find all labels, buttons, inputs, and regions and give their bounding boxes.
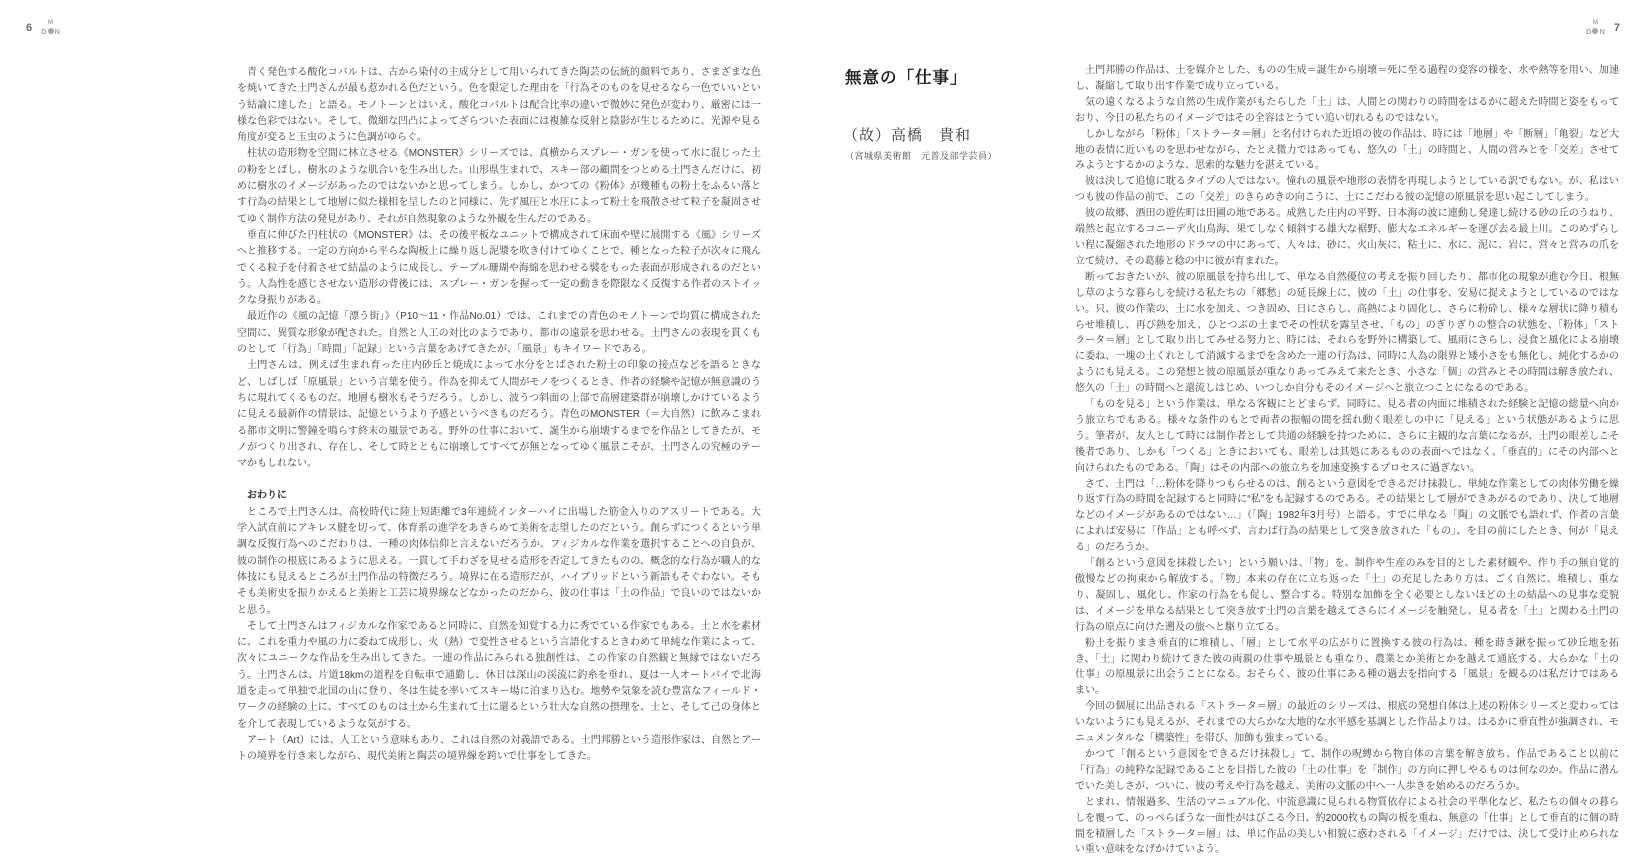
logo-letter-n: N	[54, 26, 60, 36]
logo-letter-d: D	[1586, 26, 1592, 36]
paragraph: 「ものを見る」という作業は、単なる客観にとどまらず、同時に、見る者の内面に堆積された経験と記憶の総量へ向かう旅立ちでもある。様々な条件のもとで両者の振幅の間を揺れ動く眼差しの中に「見える」という状態があるように思う。筆者が、友人として時には制作者として共通の経験を持つために、さらに主観的な言葉になるが、土門の眼差しこそ後者であり、しかも「つくる」ときにおいても、眼差しは其処にあるものの表面へではなく、「垂直的」にその内部へと向けられたものである。「陶」はその内部への旅立ちを加速変換するプロセスに過ぎない。	[1075, 399, 1619, 474]
logo-dot-icon	[48, 28, 54, 34]
page-header-left	[26, 20, 60, 35]
essay-title: 無意の「仕事」	[845, 69, 968, 87]
paragraph: 最近作の《風の記憶「漂う街」》（P10〜11・作品No.01）では、これまでの青色のモノトーンで均質に構成された空間に、異質な形象が配された。自然と人工の対比のようであり、都市の遠景を思わせる。土門さんの表現を貫くものとして「行為」「時間」「記録」という言葉をあげてきたが、「風景」もキイワードである。	[237, 311, 761, 356]
paragraph: かつて「創るという意図をできるだけ抹殺し」て、制作の呪縛から物自体の言葉を解き放ち、作品であること以前に「行為」の純粋な記録であることを目指した彼の「土の仕事」を「制作」の方向に押しやるものは何なのか。作品に潜んでいた美しさが、ついに、彼の考えや行為を越え、美術の文脈の中へ一人歩きを始めるのだろうか。	[1075, 748, 1619, 792]
paragraph: 垂直に伸びた円柱状の《MONSTER》は、その後平板なユニットで構成されて床面や壁に展開する《風》シリーズへと推移する。一定の方向から平らな陶板上に繰り返し泥漿を吹き付けてゆくことで、種となった粒子が次々に飛んでくる粒子を付着させて結晶のように成長し、テーブル珊瑚や海綿を思わせる襞をもった表面が形成されるのだという。人為性を感じさせない造形の背後には、スプレー・ガンを握って一定の動きを際限なく反復する作者のストイックな身振りがある。	[237, 229, 761, 307]
left-page-essay-body	[237, 65, 761, 765]
page-number-left: 6	[26, 21, 33, 34]
paragraph: 土門さんは、例えば生まれ育った庄内砂丘と焼成によって水分をとばされた粉土の印象の接点などを語るときなど、しばしば「原風景」という言葉を使う。作為を抑えて人間がモノをつくるとき、作者の経験や記憶が無意識のうちに現れてくるものだ。地層も樹氷もそうだろう。しかし、波うつ斜面の上部で高層建築群が崩壊しかけているように見える最新作の情景は、記憶というより予感というべきものだろう。青色のMONSTER（＝大自然）に飲みこまれる都市文明に警鐘を鳴らす終末の風景である。野外の仕事において、誕生から崩壊するまでを作品としてきたが、モノがつくり出され、存在し、そして時とともに崩壊してすべてが無となってゆく風景こそが、土門さんの究極のテーマかもしれない。	[237, 360, 761, 470]
right-page-essay-body	[1075, 63, 1619, 858]
museum-logo	[1586, 20, 1605, 35]
paragraph: そして土門さんはフィジカルな作家であると同時に、自然を知覚する力に秀でている作家でもある。土と水を素材に、これを重力や風の力に委ねて成形し、火（熱）で変性させるという言語化するときわめて単純な作業によって、次々にユニークな作品を生み出してきた。一連の作品にみられる独創性は、この作家の自然観と無縁ではないだろう。土門さんは、片道18kmの道程を自転車で通勤し、休日は深山の渓流に釣糸を垂れ、夏は一人オートバイで北海道を走って単独で北国の山に登り、冬は生徒を率いてスキー場に泊まり込む。地勢や気象を読む豊富なフィールド・ワークの経験の上に、すべてのものは土から生まれて土に還るという壮大な自然の摂理を、土と、そして己の身体とを介して表現しているような気がする。	[237, 620, 761, 730]
paragraph: 柱状の造形物を空間に林立させる《MONSTER》シリーズでは、真横からスプレー・ガンを使って水に混じった土の粉をとばし、樹氷のような肌合いを生み出した。山形県生まれで、スキー部の顧問をつとめる土門さんだけに、初めに樹氷のイメージがあったのではないかと思ってしまう。しかし、かつての《粉体》が幾種もの粉土をふるい落とす行為の結果として地層に似た様相を呈したのと同様に、先ず風圧と水圧によって粉土を飛散させて粒子を凝固させてゆく制作方法の発見があり、それが自然現象のような外観を生んだのである。	[237, 148, 761, 225]
paragraph: しかしながら「粉体」「ストラータ＝層」と名付けられた近頃の彼の作品は、時には「地層」や「断層」「亀裂」など大地の表情に近いものを思わせながら、たとえ微力ではあっても、悠久の「土」の時間と、人間の営みとを「交差」させてみようとするかのような、思索的な魅力を湛えている。	[1075, 128, 1619, 172]
paragraph: 「創るという意図を抹殺したい」という願いは、「物」を、制作や生産のみを目的とした素材観や、作り手の無自覚的傲慢などの拘束から解放する。「物」本来の存在に立ち返った「土」の充足したあり方は、ごく自然に、堆積し、重なり、凝固し、風化し、作家の行為をも促し、整合する。特別な加飾を全く必要としないほどの土の結晶への見事な変貌は、イメージを単なる結果として突き放す土門の言葉を越えてさらにイメージを触発し、見る者を「土」と関わる土門の行為の原点に向けた遡及の旅へと駆り立てる。	[1075, 558, 1619, 633]
logo-letter-n: N	[1599, 26, 1605, 36]
paragraph: 粉土を振りまき垂直的に堆積し、「層」として水平の広がりに置換する彼の行為は、種を蒔き鍬を振って砂丘地を拓き、「土」に関わり続けてきた彼の両親の仕事や風景とも重なり、農業とか美術とかを越えて通底する、大らかな「土の仕事」の原風景に出会うことになる。おそらく、彼の仕事にある種の過去を指向する「風景」を観るのは私だけではあるまい。	[1075, 637, 1619, 697]
logo-letter-m: M	[1592, 19, 1599, 26]
paragraph: 彼の故郷、酒田の遊佐町は田圃の地である。成熟した庄内の平野、日本海の波に連動し発達し続ける砂の丘のうねり、端然と起立するコニーデ火山鳥海、果てしなく傾斜する雄大な裾野、膨大なエネルギーを運び去る最上川。このめずらしい程に凝縮された地形のドラマの中にあって、人々は、砂に、火山灰に、粘土に、水に、泥に、岩に、営々と営みの爪を立て続け、その葛藤と稔の中に彼が育まれた。	[1075, 208, 1619, 267]
paragraph: さて、土門は「…粉体を降りつもらせるのは、創るという意図をできるだけ抹殺し、単純な作業としての肉体労働を繰り返す行為の時間を記録すると同時に“私”をも記録するのである。その結果として層ができあがるのであり、決して地層などのイメージがあるのではない…」（「陶」1982年3月号）と語る。すでに単なる「陶」の文脈でも語れず、作者の言葉によれば安易に「作品」とも呼べず、言わば行為の結果として突き放された「もの」、を目の前にしたとき、何が「見える」のだろうか。	[1075, 478, 1619, 554]
right-essay-paragraphs	[1075, 63, 1619, 858]
paragraph: 気の遠くなるような自然の生成作業がもたらした「土」は、人間との関わりの時間をはるかに超えた時間と姿をもっており、今日の私たちのイメージではその全容はとうてい追い切れるものではない。	[1075, 96, 1619, 124]
paragraph: ところで土門さんは、高校時代に陸上短距離で3年連続インターハイに出場した筋金入りのアスリートである。大学入試直前にアキレス腱を切って、体育系の進学をあきらめて美術を志望したのだという。創らずにつくるという単調な反復行為へのこだわりは、一種の肉体信仰と言えないだろうか。フィジカルな作業を選択することへの自負が、彼の制作の根底にあるように思える。一貫して手わざを見せる造形を否定してきたものの、概念的な行為が職人的な体技にも見えるところが土門作品の特徴だろう。境界に在る造形だが、ハイブリッドという新語もそぐわない。そもそも美術史を振りかえると美術と工芸に境界線などなかったのだから、彼の仕事は「土の作品」で良いのではないかと思う。	[237, 506, 761, 616]
logo-dot-icon	[1592, 28, 1598, 34]
paragraph: 今回の個展に出品される「ストラータ＝層」の最近のシリーズは、根底の発想自体は上述の粉体シリーズと変わってはいないようにも見えるが、それまでの大らかな大地的な水平感を基調とした作品よりは、はるかに垂直性が強調され、モニュメンタルな「構築性」を帯び、加飾も強まっている。	[1075, 701, 1619, 745]
closing-section-heading: おわりに	[247, 490, 287, 502]
logo-row	[41, 28, 60, 36]
essay-author: （故）高橋 貴和	[843, 127, 972, 144]
museum-logo	[41, 20, 60, 35]
left-essay-closing-paragraphs	[237, 505, 761, 766]
paragraph: 断っておきたいが、彼の原風景を持ち出して、単なる自然優位の考えを振り回したり、都市化の現象が進む今日、根無し草のような暮らしを続ける私たちの「郷愁」の延長線上に、彼の「土」の仕事を、安易に捉えようとしているのではない。只、彼の作業の、土に水を加え、つき固め、日にさらし、高熱により固化し、さらに粉砕し、様々な層状に降り積もらせ堆積し、再び熱を加え、ひとつぶの土までその性状を露呈させ、「もの」のぎりぎりの整合の状態を、「粉体」「ストラータ＝層」として取り出してみせる努力と、時には、それらを野外に構築して、風雨にさらし、浸食と風化による崩壊に委ね、一塊の土くれとして消滅するまでを含めた一連の行為は、同時に人為の限界と矮小さをも無化し、純化するかのようにも見える。この発想と彼の原風景が重なりあってみえて来たとき、小さな「個」の営みとその時間は解き放たれ、悠久の「土」の時間へと還流しはじめ、いつしか自分もそのイメージへと旅立つことになるのである。	[1075, 271, 1619, 395]
logo-letter-d: D	[41, 26, 47, 36]
page-header-right	[1586, 20, 1620, 35]
essay-author-affiliation: （宮城県美術館 元普及部学芸員）	[845, 151, 998, 161]
left-essay-intro-paragraphs	[237, 65, 761, 472]
paragraph: 青く発色する酸化コバルトは、古から染付の主成分として用いられてきた陶芸の伝統的顔料であり、さまざまな色を焼いてきた土門さんが最も惹かれる色だという。色を限定した理由を「行為そのものを見せるなら一色でいいという結論に達した」と語る。モノトーンとはいえ、酸化コバルトは配合比率の違いで微妙に発色が変わり、厳密には一様な色彩ではない。そして、微細な凹凸によってざらついた表面には複雑な反射と陰影が生じるために、光源や見る角度が変ると玉虫のように色調がゆらぐ。	[237, 67, 761, 144]
paragraph: アート（Art）には、人工という意味もあり、これは自然の対義語である。土門邦勝という造形作家は、自然とアートの境界を行き来しながら、現代美術と陶芸の境界線を跨いで仕事をしてきた。	[237, 734, 761, 763]
paragraph: 彼は決して追憶に耽るタイプの人ではない。憧れの風景や地形の表情を再現しようとしている訳でもない。が、私はいつも彼の作品の前で、この「交差」のきらめきの向こうに、土にこだわる彼の記憶の原風景を思い起こしてしまう。	[1075, 176, 1619, 204]
logo-row	[1586, 28, 1605, 36]
paragraph: 土門邦勝の作品は、土を媒介とした、ものの生成＝誕生から崩壊＝死に至る過程の変容の様を、水や熱等を用い、加速し、凝縮して取り出す作業で成り立っている。	[1075, 65, 1619, 92]
page-number-right: 7	[1613, 21, 1620, 34]
logo-letter-m: M	[47, 19, 54, 26]
paragraph: とまれ、情報過多、生活のマニュアル化、中流意識に見られる物質依存による社会の平準化など、私たちの個々の暮らしを覆って、のっぺらぼうな一面性がはびこる今日、約2000枚もの陶の板を重ね、無意の「仕事」として垂直的に個の時間を積層した「ストラータ＝層」は、単に作品の美しい相貌に惑わされる「イメージ」だけでは、決して受け止められない重い意味をなげかけていよう。	[1075, 796, 1619, 856]
